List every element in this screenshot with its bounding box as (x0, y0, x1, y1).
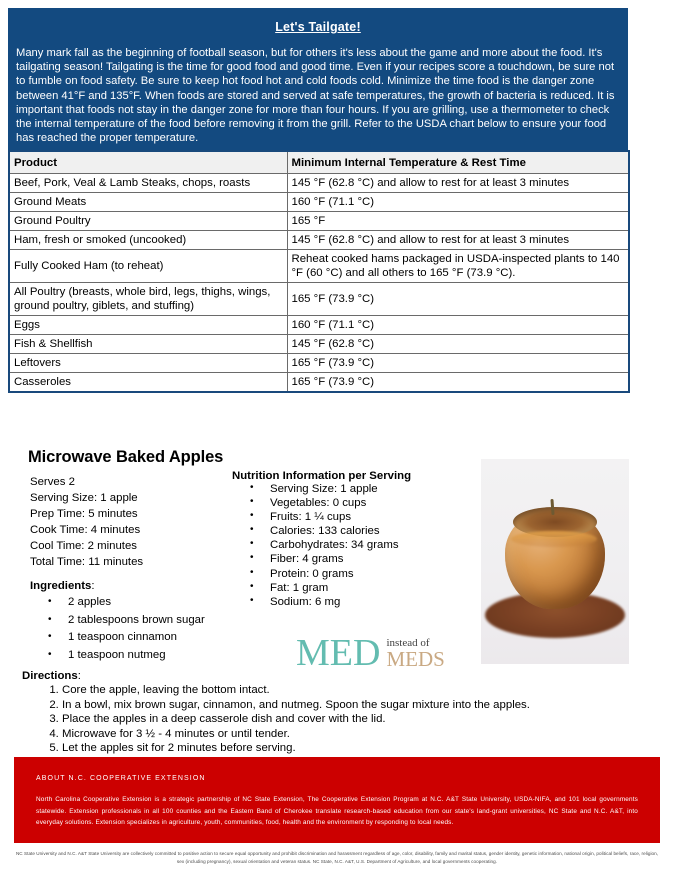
equal-opportunity-disclaimer: NC State University and N.C. A&T State University are collectively committed to positive action to secure equal opportunity and prohibit discrimination and harassment regardless of age, color, disability, family and marital status, gender identity, genetic information, national origin, political beliefs, race, religion, sex (including pregnancy), sexual orientation and veteran status. NC State, N.C. A&T, U.S. Department of Agriculture, and local governments cooperating. (15, 851, 659, 864)
page-title: Let's Tailgate! (275, 20, 361, 34)
table-header-row (9, 151, 629, 174)
table-row (9, 212, 629, 231)
table-row (9, 174, 629, 193)
cell-temperature: 160 °F (71.1 °C) (287, 193, 629, 212)
cell-product: Leftovers (9, 354, 287, 373)
ingredients-list (30, 594, 205, 664)
cell-product: Beef, Pork, Veal & Lamb Steaks, chops, roasts (9, 174, 287, 193)
recipe-meta-item: Serves 2 (30, 476, 75, 488)
nutrition-item: • Vegetables: 0 cups (270, 496, 399, 510)
cell-temperature: 145 °F (62.8 °C) (287, 335, 629, 354)
table-row (9, 283, 629, 316)
cell-product: Fully Cooked Ham (to reheat) (9, 250, 287, 283)
table-row (9, 373, 629, 393)
recipe-meta-item: Serving Size: 1 apple (30, 492, 138, 505)
logo-med-text: MED (296, 632, 381, 674)
recipe-meta-item: Cool Time: 2 minutes (30, 540, 137, 553)
table-row (9, 250, 629, 283)
cell-product: Fish & Shellfish (9, 335, 287, 354)
recipe-title: Microwave Baked Apples (28, 448, 224, 466)
cell-temperature: 145 °F (62.8 °C) and allow to rest for at least 3 minutes (287, 231, 629, 250)
table-row (9, 231, 629, 250)
footer-body-text: North Carolina Cooperative Extension is a strategic partnership of NC State Extension, The Cooperative Extension Program at N.C. A&T State University, USDA-NIFA, and 101 local governments statewide. Extension professionals in all 100 counties and the Eastern Band of Cherokee translate research-based education from our state's land-grant universities, NC State and N.C. A&T, into everyday solutions. Extension specializes in agriculture, youth, communities, food, health and the environment by responding to local needs. (36, 796, 638, 826)
recipe-meta-item: Cook Time: 4 minutes (30, 524, 141, 537)
intro-panel (8, 8, 628, 161)
cell-product: Casseroles (9, 373, 287, 393)
nutrition-item: • Carbohydrates: 34 grams (270, 538, 399, 552)
cell-product: Eggs (9, 316, 287, 335)
directions-list (22, 683, 530, 756)
table-row (9, 335, 629, 354)
nutrition-item: • Fruits: 1 ¼ cups (270, 510, 399, 524)
directions-heading-label: Directions (22, 670, 78, 682)
ingredient-item: • 2 tablespoons brown sugar (68, 612, 205, 630)
ingredients-heading-label: Ingredients (30, 580, 92, 592)
nutrition-heading: Nutrition Information per Serving (232, 470, 412, 482)
nutrition-item: • Sodium: 6 mg (270, 595, 399, 609)
intro-paragraph: Many mark fall as the beginning of football season, but for others it's less about the game and more about the food. It's tailgating season! Tailgating is the time for good food and good time. Even if your recipes score a touchdown, be sure not to fumble on food safety. Be sure to keep hot food hot and cold foods cold. Minimize the time food is the danger zone between 41°F and 135°F. When foods are stored and served at safe temperatures, the growth of bacteria is reduced. It is important that foods not stay in the danger zone for more than four hours. If you are grilling, use a thermometer to check the internal temperature of the food before removing it from the grill. Refer to the USDA chart below to ensure your food has reached the proper temperature. (16, 47, 615, 145)
med-instead-of-meds-logo (296, 626, 456, 674)
table-row (9, 193, 629, 212)
apple-glaze-highlight (511, 531, 597, 547)
nutrition-item: • Fat: 1 gram (270, 581, 399, 595)
column-header-temperature: Minimum Internal Temperature & Rest Time (287, 151, 629, 174)
cell-product: Ground Poultry (9, 212, 287, 231)
cell-temperature: 165 °F (73.9 °C) (287, 373, 629, 393)
ingredient-item: • 2 apples (68, 594, 205, 612)
usda-temperature-table (8, 150, 630, 393)
cell-temperature: 165 °F (73.9 °C) (287, 283, 629, 316)
cell-product: All Poultry (breasts, whole bird, legs, thighs, wings, ground poultry, giblets, and stuffing) (9, 283, 287, 316)
nutrition-item: • Serving Size: 1 apple (270, 482, 399, 496)
cell-product: Ham, fresh or smoked (uncooked) (9, 231, 287, 250)
footer-about-extension (14, 757, 660, 843)
direction-step: 1. Core the apple, leaving the bottom intact. (62, 683, 530, 698)
nutrition-item: • Calories: 133 calories (270, 524, 399, 538)
footer-heading: ABOUT N.C. COOPERATIVE EXTENSION (36, 775, 206, 782)
direction-step: 4. Microwave for 3 ½ - 4 minutes or until tender. (62, 727, 530, 742)
cell-temperature: 160 °F (71.1 °C) (287, 316, 629, 335)
ingredient-item: • 1 teaspoon cinnamon (68, 629, 205, 647)
cell-temperature: 165 °F (73.9 °C) (287, 354, 629, 373)
direction-step: 3. Place the apples in a deep casserole dish and cover with the lid. (62, 712, 530, 727)
cell-product: Ground Meats (9, 193, 287, 212)
nutrition-list (232, 482, 399, 609)
baked-apple-photo (481, 459, 629, 664)
cell-temperature: 165 °F (287, 212, 629, 231)
table-row (9, 354, 629, 373)
cell-temperature: 145 °F (62.8 °C) and allow to rest for at least 3 minutes (287, 174, 629, 193)
logo-instead-of-text: instead of (386, 637, 430, 649)
directions-heading: Directions: (22, 670, 81, 682)
recipe-meta-item: Total Time: 11 minutes (30, 556, 144, 569)
direction-step: 5. Let the apples sit for 2 minutes before serving. (62, 741, 530, 756)
cell-temperature: Reheat cooked hams packaged in USDA-inspected plants to 140 °F (60 °C) and all others to 165 °F (73.9 °C). (287, 250, 629, 283)
table-row (9, 316, 629, 335)
recipe-meta-list (30, 474, 240, 571)
ingredient-item: • 1 teaspoon nutmeg (68, 647, 205, 665)
recipe-meta-item: Prep Time: 5 minutes (30, 508, 138, 521)
ingredients-heading: Ingredients: (30, 580, 95, 592)
column-header-product: Product (9, 151, 287, 174)
direction-step: 2. In a bowl, mix brown sugar, cinnamon, and nutmeg. Spoon the sugar mixture into the apples. (62, 698, 530, 713)
nutrition-item: • Protein: 0 grams (270, 567, 399, 581)
nutrition-item: • Fiber: 4 grams (270, 552, 399, 566)
logo-meds-text: MEDS (386, 647, 445, 671)
